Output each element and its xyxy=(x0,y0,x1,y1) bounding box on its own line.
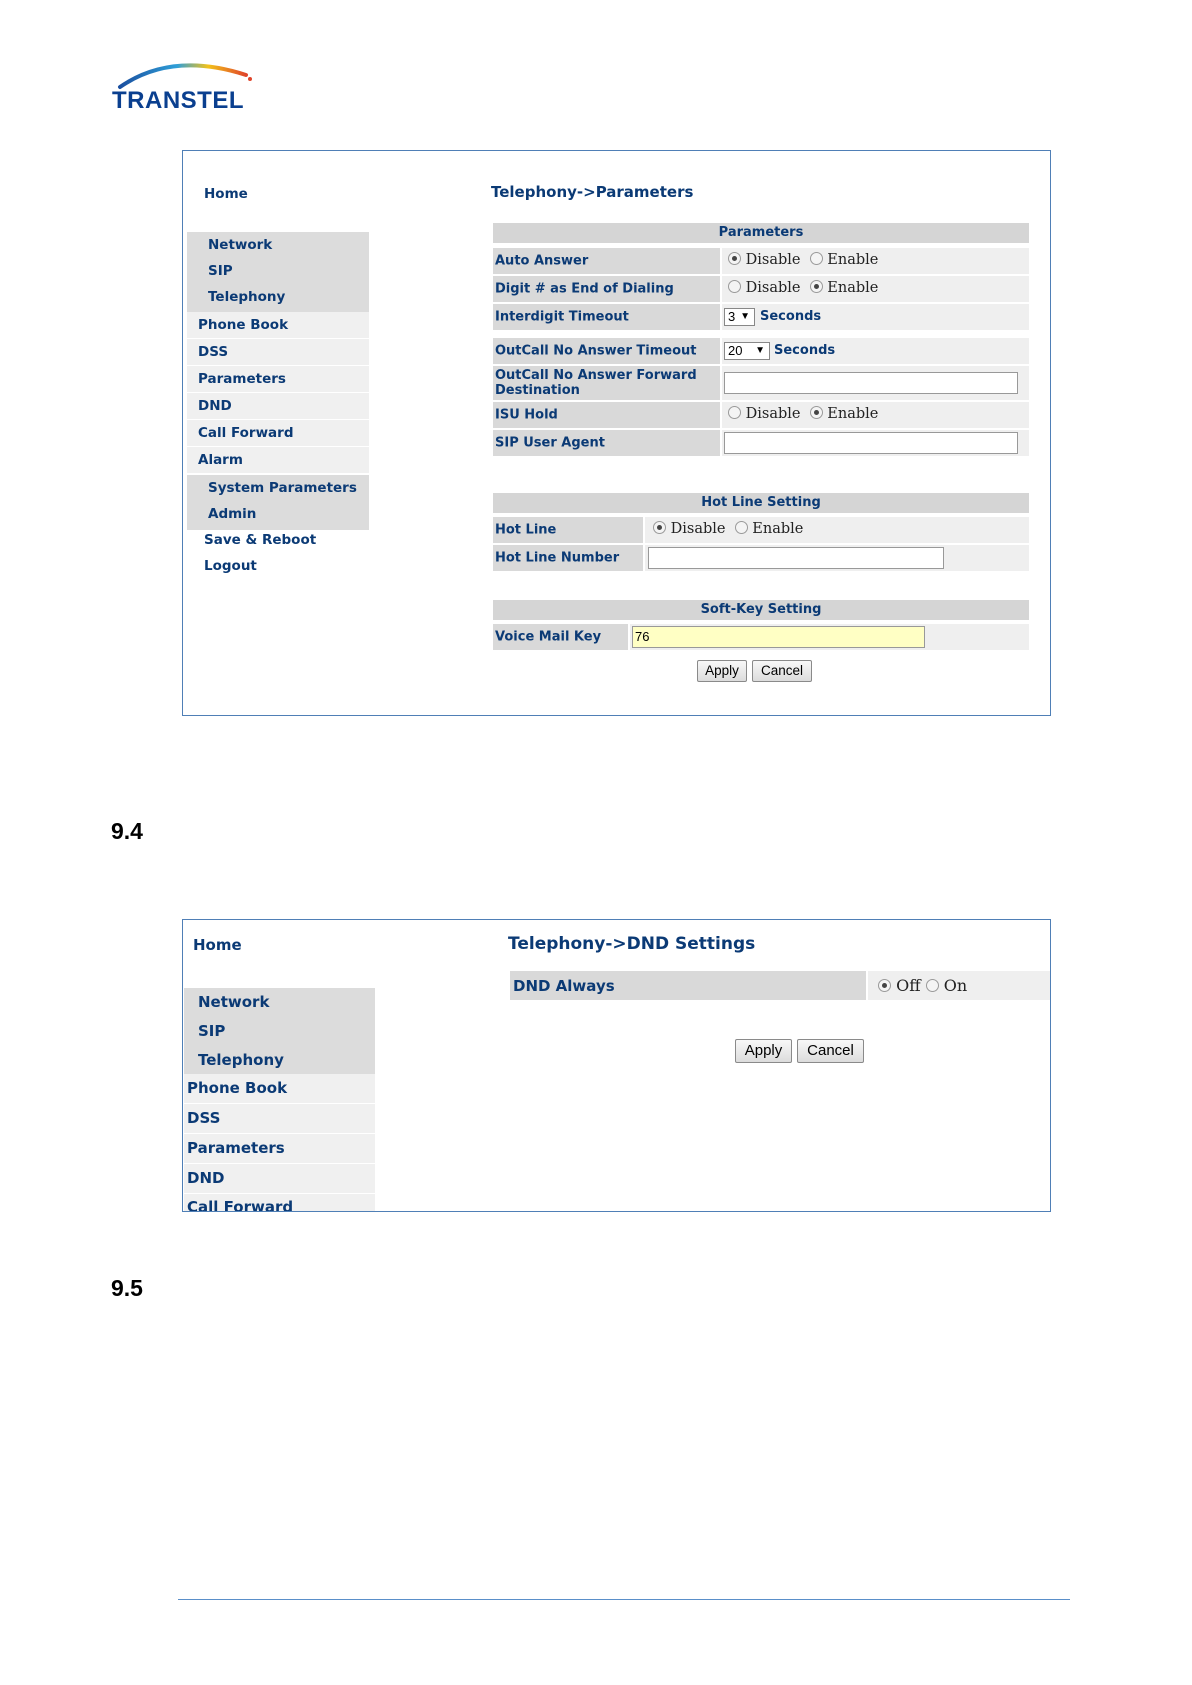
parameters-section-header: Parameters xyxy=(493,223,1029,243)
voice-mail-key-input[interactable]: 76 xyxy=(632,626,925,648)
cancel-button[interactable]: Cancel xyxy=(797,1039,864,1063)
auto-answer-label-cell xyxy=(493,248,720,274)
sidebar-item-dnd[interactable]: DND xyxy=(198,398,232,414)
dnd-always-value-cell xyxy=(868,971,1050,1000)
isu-hold-enable-radio[interactable] xyxy=(810,406,823,419)
outcall-timeout-label: OutCall No Answer Timeout xyxy=(495,343,697,359)
sidebar-item-dss[interactable]: DSS xyxy=(187,1109,221,1127)
digit-end-disable-radio[interactable] xyxy=(728,280,741,293)
isu-hold-disable-label: Disable xyxy=(745,406,801,422)
isu-hold-disable-radio[interactable] xyxy=(728,406,741,419)
dnd-on-radio[interactable] xyxy=(926,979,939,992)
sidebar-item-parameters[interactable]: Parameters xyxy=(187,1139,285,1157)
apply-button[interactable]: Apply xyxy=(697,660,747,682)
dropdown-arrow-icon: ▼ xyxy=(755,345,765,356)
hot-line-disable-radio[interactable] xyxy=(653,521,666,534)
sidebar-item-alarm[interactable]: Alarm xyxy=(198,452,243,468)
section-heading-9-4: 9.4 xyxy=(111,818,143,844)
sidebar-item-telephony[interactable]: Telephony xyxy=(208,289,286,305)
transtel-logo xyxy=(112,55,262,115)
hot-line-number-value-cell xyxy=(645,545,1029,571)
page-title: Telephony->DND Settings xyxy=(508,934,756,954)
interdigit-label-cell xyxy=(493,304,720,330)
hot-line-enable-label: Enable xyxy=(752,521,804,537)
sidebar-item-home[interactable]: Home xyxy=(204,186,248,202)
outcall-forward-label: OutCall No Answer Forward Destination xyxy=(495,368,697,398)
sidebar-item-network[interactable]: Network xyxy=(208,237,273,253)
digit-end-value-cell xyxy=(722,276,1029,302)
isu-hold-label-cell xyxy=(493,402,720,428)
sidebar-item-phone-book[interactable]: Phone Book xyxy=(198,317,289,333)
sidebar-item-admin[interactable]: Admin xyxy=(208,506,257,522)
sidebar-item-save-reboot[interactable]: Save & Reboot xyxy=(204,532,317,548)
interdigit-value-cell xyxy=(722,304,1029,330)
outcall-forward-value-cell xyxy=(722,366,1029,400)
outcall-timeout-label-cell xyxy=(493,338,720,364)
dnd-on-label: On xyxy=(943,976,968,995)
voice-mail-key-label: Voice Mail Key xyxy=(495,629,602,645)
sidebar-item-call-forward[interactable]: Call Forward xyxy=(187,1198,294,1212)
hot-line-disable-label: Disable xyxy=(670,521,726,537)
sidebar-item-system-parameters[interactable]: System Parameters xyxy=(208,480,357,496)
hot-line-label: Hot Line xyxy=(495,522,557,538)
sidebar-item-sip[interactable]: SIP xyxy=(208,263,233,279)
digit-end-enable-label: Enable xyxy=(827,280,879,296)
voice-mail-key-label-cell xyxy=(493,624,628,650)
sidebar-item-call-forward[interactable]: Call Forward xyxy=(198,425,294,441)
softkey-section-header: Soft-Key Setting xyxy=(493,600,1029,620)
outcall-forward-input[interactable] xyxy=(724,372,1018,394)
voice-mail-key-value-cell xyxy=(630,624,1029,650)
dnd-always-label: DND Always xyxy=(513,977,615,995)
apply-button[interactable]: Apply xyxy=(735,1039,792,1063)
sidebar-item-network[interactable]: Network xyxy=(198,993,270,1011)
sip-user-agent-input[interactable] xyxy=(724,432,1018,454)
dnd-settings-screenshot xyxy=(182,919,1051,1212)
auto-answer-disable-label: Disable xyxy=(745,252,801,268)
auto-answer-enable-radio[interactable] xyxy=(810,252,823,265)
page-title: Telephony->Parameters xyxy=(491,183,694,201)
sip-user-agent-value-cell xyxy=(722,430,1029,456)
digit-end-label: Digit # as End of Dialing xyxy=(495,281,674,297)
outcall-forward-label-cell xyxy=(493,366,720,400)
outcall-timeout-select-value: 20 xyxy=(728,343,743,358)
sidebar-item-logout[interactable]: Logout xyxy=(204,558,257,574)
isu-hold-label: ISU Hold xyxy=(495,407,558,423)
auto-answer-enable-label: Enable xyxy=(827,252,879,268)
sidebar-item-home[interactable]: Home xyxy=(193,936,242,954)
interdigit-unit: Seconds xyxy=(760,309,822,324)
section-heading-9-5: 9.5 xyxy=(111,1275,143,1301)
interdigit-select-value: 3 xyxy=(728,309,736,324)
cancel-button[interactable]: Cancel xyxy=(752,660,812,682)
outcall-timeout-value-cell xyxy=(722,338,1029,364)
dropdown-arrow-icon: ▼ xyxy=(740,311,750,322)
sidebar-item-telephony[interactable]: Telephony xyxy=(198,1051,284,1069)
outcall-timeout-select[interactable] xyxy=(724,342,770,360)
digit-end-label-cell xyxy=(493,276,720,302)
sidebar-item-dss[interactable]: DSS xyxy=(198,344,229,360)
isu-hold-enable-label: Enable xyxy=(827,406,879,422)
digit-end-disable-label: Disable xyxy=(745,280,801,296)
hot-line-enable-radio[interactable] xyxy=(735,521,748,534)
auto-answer-disable-radio[interactable] xyxy=(728,252,741,265)
sidebar-item-sip[interactable]: SIP xyxy=(198,1022,226,1040)
hot-line-number-label: Hot Line Number xyxy=(495,550,620,566)
isu-hold-value-cell xyxy=(722,402,1029,428)
footer-divider xyxy=(178,1599,1070,1600)
digit-end-enable-radio[interactable] xyxy=(810,280,823,293)
outcall-timeout-unit: Seconds xyxy=(774,343,836,358)
dnd-off-radio[interactable] xyxy=(878,979,891,992)
hot-line-label-cell xyxy=(493,517,643,543)
interdigit-label: Interdigit Timeout xyxy=(495,309,629,325)
dnd-off-label: Off xyxy=(896,976,921,995)
sip-user-agent-label-cell xyxy=(493,430,720,456)
hot-line-number-input[interactable] xyxy=(648,547,944,569)
sidebar-item-phone-book[interactable]: Phone Book xyxy=(187,1079,288,1097)
auto-answer-label: Auto Answer xyxy=(495,253,589,269)
hotline-section-header: Hot Line Setting xyxy=(493,493,1029,513)
logo-text: TRANSTEL xyxy=(112,87,244,114)
sidebar-item-dnd[interactable]: DND xyxy=(187,1169,225,1187)
hot-line-number-label-cell xyxy=(493,545,643,571)
sidebar-item-parameters[interactable]: Parameters xyxy=(198,371,286,387)
auto-answer-value-cell xyxy=(722,248,1029,274)
hot-line-value-cell xyxy=(645,517,1029,543)
sip-user-agent-label: SIP User Agent xyxy=(495,435,605,451)
telephony-parameters-screenshot xyxy=(182,150,1051,716)
dnd-always-label-cell xyxy=(510,971,866,1000)
interdigit-select[interactable] xyxy=(724,308,755,326)
